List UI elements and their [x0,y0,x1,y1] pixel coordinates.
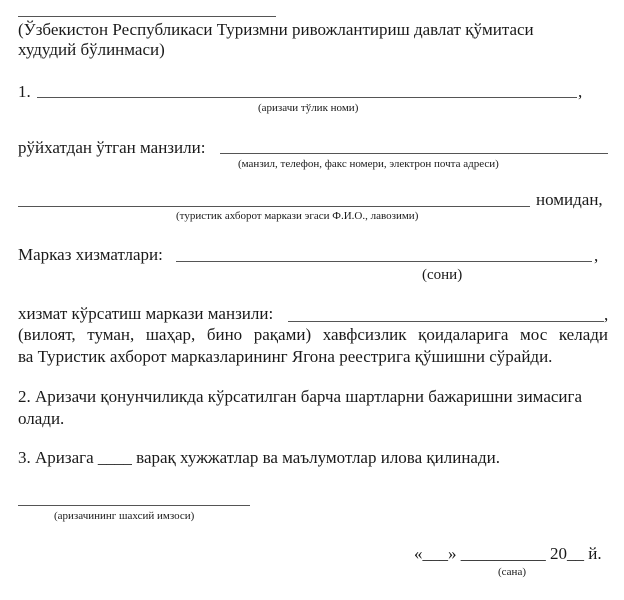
services-label: Марказ хизматлари: [18,245,163,264]
date-year-prefix: 20 [550,544,567,563]
service-center-line2: (вилоят, туман, шаҳар, бино рақами) хавфсизлик қоидаларига мос келади [18,325,608,344]
pages-count-field[interactable]: ____ [97,448,132,467]
owner-suffix: номидан, [536,190,603,209]
service-center-label: хизмат кўрсатиш маркази манзили: [18,304,274,323]
date-year-suffix: й. [588,544,602,563]
date-close-quote: » [448,544,457,563]
service-center-line3: ва Туристик ахборот марказларининг Ягона реестрига қўшишни сўрайди. [18,347,553,366]
item1-number: 1. [18,82,31,101]
authority-blank-line[interactable] [18,16,276,17]
date-line [414,544,602,564]
authority-text-line2: худудий бўлинмаси) [18,40,165,59]
item1-trailing-comma: , [578,82,583,101]
applicant-name-field[interactable] [37,97,577,98]
signature-field[interactable] [18,505,250,506]
date-year-field[interactable]: __ [567,544,584,563]
services-caption: (сони) [422,267,463,283]
date-day-field[interactable]: ___ [422,544,448,563]
item3-suffix: варақ хужжатлар ва маълумотлар илова қилинади. [136,448,500,467]
item2-line1: 2. Аризачи қонунчиликда кўрсатилган барча шартларни бажаришни зимасига [18,387,583,406]
date-open-quote: « [414,544,423,563]
owner-caption: (туристик ахборот маркази эгаси Ф.И.О., лавозими) [176,210,419,222]
owner-field[interactable] [18,206,530,207]
signature-caption: (аризачининг шахсий имзоси) [54,510,195,522]
item2-line2: олади. [18,409,65,428]
item3-prefix: 3. Аризага [18,448,94,467]
applicant-name-caption: (аризачи тўлик номи) [258,102,359,114]
item3-line [18,448,500,468]
address-label: рўйхатдан ўтган манзили: [18,138,206,157]
date-month-field[interactable]: __________ [460,544,546,563]
address-field[interactable] [220,153,608,154]
date-caption: (сана) [498,566,526,578]
service-center-trailing-comma: , [604,305,609,324]
address-caption: (манзил, телефон, факс номери, электрон почта адреси) [238,158,499,170]
services-trailing-comma: , [594,246,599,265]
services-field[interactable] [176,261,592,262]
authority-text-line1: (Ўзбекистон Республикаси Туризмни ривожлантириш давлат қўмитаси [18,20,534,39]
service-center-field[interactable] [288,321,604,322]
